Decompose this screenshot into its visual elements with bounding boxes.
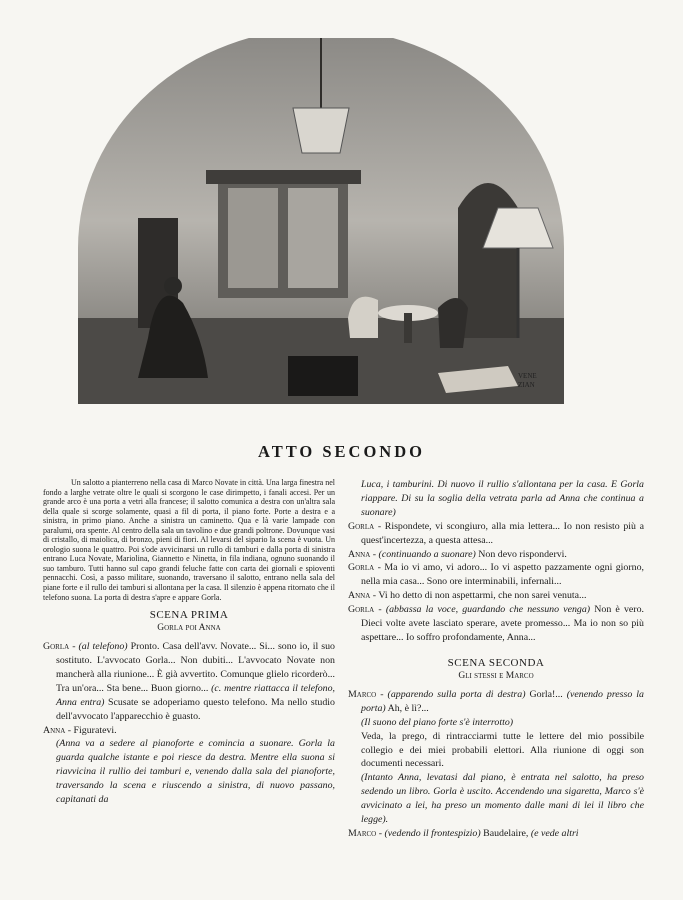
svg-text:ZIAN: ZIAN bbox=[518, 381, 535, 389]
dialogue-marco-2: Marco - (vedendo il frontespizio) Baudelaire, (e vede altri bbox=[348, 827, 579, 839]
act-title: ATTO SECONDO bbox=[258, 442, 425, 461]
scene-one-characters: Gorla poi Anna bbox=[157, 623, 221, 634]
stage-illustration bbox=[78, 38, 564, 404]
dialogue-gorla-2: Gorla - Rispondete, vi scongiuro, alla mia lettera... Io non resisto più a quest'incertezza, a questa attesa... bbox=[348, 520, 644, 546]
stage-direction bbox=[43, 478, 335, 602]
scene-two-heading: SCENA SECONDA bbox=[447, 656, 545, 669]
stage-note-2: (Il suono del piano forte s'è interrotto) bbox=[361, 716, 514, 728]
dialogue-gorla-3: Gorla - Ma io vi amo, vi adoro... Io vi aspetto pazzamente ogni giorno, nella mia casa... Sono ore interminabili, infernali... bbox=[348, 562, 644, 588]
dialogue-marco-1-cont: Veda, la prego, di rintracciarmi tutte le lettere del mio possibile collegio e dei miei probabili elettori. Alla riunione di oggi son documenti necessari. bbox=[361, 730, 644, 770]
dialogue-marco-1: Marco - (apparendo sulla porta di destra) Gorla!... (venendo presso la porta) Ah, è lì?... bbox=[348, 688, 644, 714]
stage-note-1: (Anna va a sedere al pianoforte e comincia a suonare. Gorla la guarda qualche istante e poi riesce da destra. Mentre ella suona si riavvicina il rullio dei tamburi e, venendo dalla sala del pianoforte, traversando la scena e riuscendo a sinistra, di nuovo passano, capitanati da bbox=[56, 738, 335, 806]
dialogue-anna-2: Anna - (continuando a suonare) Non devo rispondervi. bbox=[348, 548, 567, 560]
dialogue-anna-1: Anna - Figuratevi. bbox=[43, 724, 117, 736]
dialogue-gorla-4: Gorla - (abbassa la voce, guardando che nessuno venga) Non è vero. Dieci volte avete lasciato sperare, avete promesso... Ma io non so più aspettare... Io soffro profondamente, Anna... bbox=[348, 604, 645, 643]
stage-note-3: (Intanto Anna, levatasi dal piano, è entrata nel salotto, ha preso sedendo un libro. Gorla è uscito. Accendendo una sigaretta, Marco s'è avvicinato a lei, ha preso un momento dalle mani di lei il libro che legge). bbox=[361, 772, 644, 826]
illustration-signature: VENE bbox=[518, 372, 537, 380]
scene-two-characters: Gli stessi e Marco bbox=[458, 670, 534, 681]
stage-note-continued: Luca, i tamburini. Di nuovo il rullio s'allontana per la casa. E Gorla riappare. Di su la soglia della vetrata parla ad Anna che continua a suonare) bbox=[361, 479, 644, 518]
scene-one-heading: SCENA PRIMA bbox=[149, 609, 229, 622]
dialogue-anna-3: Anna - Vi ho detto di non aspettarmi, che non sarei venuta... bbox=[348, 590, 587, 602]
dialogue-gorla-1: Gorla - (al telefono) Pronto. Casa dell'avv. Novate... Si... sono io, il suo sostituto. L'avvocato Gorla... Non dubiti... L'avvocato Novate non mancherà alla riunione... È già avvertito. Comunque glielo ricorderò... Tra un'ora... Sta bene... Buon giorno... (c. mentre riattacca il telefono, Anna entra) Scusate se adoperiamo questo telefono. Ma nello studio dell'avvocato l'apparecchio è guasto. bbox=[43, 641, 335, 722]
right-column bbox=[348, 478, 644, 841]
stage-direction-text: Un salotto a pianterreno nella casa di Marco Novate in città. Una larga finestra nel fondo a larghe vetrate oltre le quali si scorgono le case dirimpetto, i fanali accesi. Per un grande arco è una porta a vetri alla francese; il salotto comunica a destra con un'altra sala della quale si scorge solamente, quasi a fil di porta, il piano forte. Porte a destra e a sinistra, in primo piano. Anche a sinistra un caminetto. Qua e là varie lampade con paralumi, ora spente. Al centro della sala un tavolino e due grandi poltrone. Dovunque vasi di cristallo, di maiolica, di bronzo, pieni di fiori. Al levarsi del sipario la scena è vuota. Un orologio suona le quattro. Poi s'ode avvicinarsi un rullo di tamburi e dalla porta di sinistra entrano Luca Novate, Mariolina, Giannetto e Ninetta, in fila indiana, ognuno suonando il suo tamburo. Tutti hanno sul capo grandi feluche fatte con carta dei giornali e spioventi pennacchi. Così, a passo militare, suonando, traversano il salotto, entrano nella sala del piane forte e il rullo dei tamburi si allontana per la casa. Il silenzio è appena ritornato che il telefono suona. La porta di destra s'apre e appare Gorla. bbox=[43, 478, 335, 602]
left-column bbox=[43, 478, 335, 807]
